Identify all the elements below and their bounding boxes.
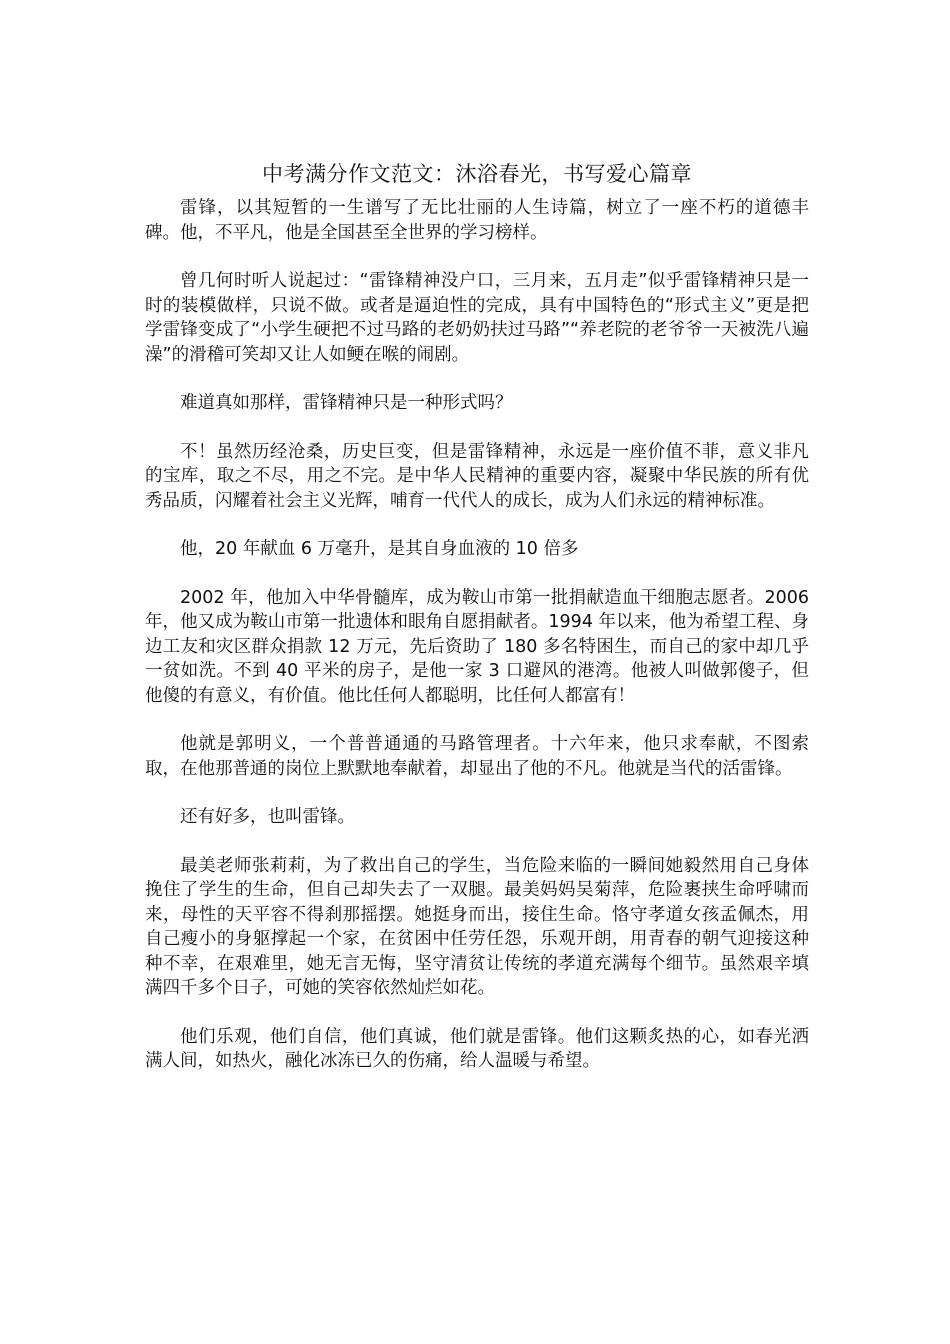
paragraph-4: 不！虽然历经沧桑，历史巨变，但是雷锋精神，永远是一座价值不菲，意义非凡的宝库，取之不尽，用之不完。是中华人民精神的重要内容，凝聚中华民族的所有优秀品质，闪耀着社会主义光辉，哺育一代代人的成长，成为人们永远的精神标准。 <box>145 441 809 511</box>
paragraph-7: 他就是郭明义，一个普普通通的马路管理者。十六年来，他只求奉献，不图索取，在他那普通的岗位上默默地奉献着，却显出了他的不凡。他就是当代的活雷锋。 <box>145 734 809 779</box>
paragraph-5: 他，20 年献血 6 万毫升，是其自身血液的 10 倍多 <box>180 539 579 559</box>
paragraph-3: 难道真如那样，雷锋精神只是一种形式吗？ <box>180 393 513 413</box>
paragraph-1: 雷锋，以其短暂的一生谱写了无比壮丽的人生诗篇，树立了一座不朽的道德丰碑。他，不平凡，他是全国甚至全世界的学习榜样。 <box>145 198 809 243</box>
document-title: 中考满分作文范文：沐浴春光，书写爱心篇章 <box>262 162 692 186</box>
document-page <box>145 160 809 1098</box>
paragraph-6: 2002 年，他加入中华骨髓库，成为鞍山市第一批捐献造血干细胞志愿者。2006 年，他又成为鞍山市第一批遗体和眼角自愿捐献者。1994 年以来，他为希望工程、身边工友和灾区群众捐款 12 万元，先后资助了 180 多名特困生，而自己的家中却几乎一贫如洗。不到 40 平米的房子，是他一家 3 口避风的港湾。他被人叫做郭傻子，但他傻的有意义，有价值。他比任何人都聪明，比任何人都富有！ <box>145 587 809 706</box>
paragraph-2: 曾几何时听人说起过：“雷锋精神没户口，三月来，五月走”似乎雷锋精神只是一时的装模做样，只说不做。或者是逼迫性的完成，具有中国特色的“形式主义”更是把学雷锋变成了“小学生硬把不过马路的老奶奶扶过马路”“养老院的老爷爷一天被洗八遍澡”的滑稽可笑却又让人如鲠在喉的闹剧。 <box>145 271 809 365</box>
paragraph-9: 最美老师张莉莉，为了救出自己的学生，当危险来临的一瞬间她毅然用自己身体挽住了学生的生命，但自己却失去了一双腿。最美妈妈吴菊萍，危险裹挟生命呼啸而来，母性的天平容不得刹那摇摆。她挺身而出，接住生命。恪守孝道女孩孟佩杰，用自己瘦小的身躯撑起一个家，在贫困中任劳任怨，乐观开朗，用青春的朝气迎接这种种不幸，在艰难里，她无言无悔，坚守清贫让传统的孝道充满每个细节。虽然艰辛填满四千多个日子，可她的笑容依然灿烂如花。 <box>145 855 809 998</box>
paragraph-10: 他们乐观，他们自信，他们真诚，他们就是雷锋。他们这颗炙热的心，如春光洒满人间，如热火，融化冰冻已久的伤痛，给人温暖与希望。 <box>145 1026 809 1071</box>
paragraph-8: 还有好多，也叫雷锋。 <box>180 807 355 827</box>
